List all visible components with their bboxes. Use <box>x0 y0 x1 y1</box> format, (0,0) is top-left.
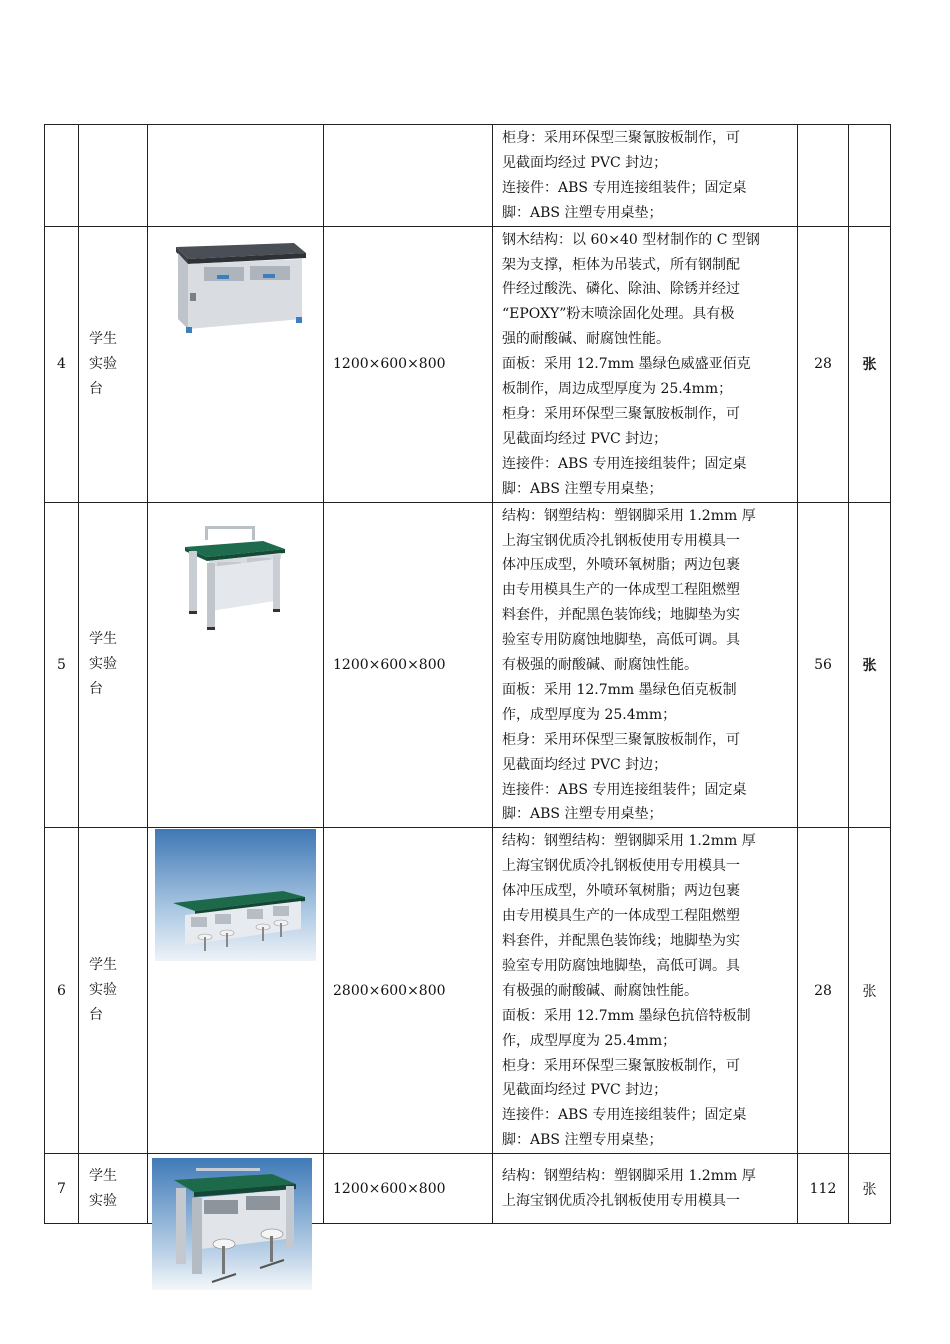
description-line: 有极强的耐酸碱、耐腐蚀性能。 <box>502 982 698 999</box>
item-name-line: 实验 <box>89 1192 117 1209</box>
description-line: 连接件：ABS 专用连接组装件；固定桌 <box>502 781 747 798</box>
gray-cabinet-bench-image <box>162 233 310 345</box>
description-line: 料套件，并配黑色装饰线；地脚垫为实 <box>502 607 740 624</box>
quantity-cell: 28 <box>798 828 849 1154</box>
description-line: 结构：钢塑结构：塑钢脚采用 1.2mm 厚 <box>502 833 756 850</box>
description-line: 架为支撑，柜体为吊装式，所有钢制配 <box>502 256 740 273</box>
description-line: 料套件，并配黑色装饰线；地脚垫为实 <box>502 933 740 949</box>
quantity-cell: 28 <box>798 226 849 502</box>
item-name-line: 台 <box>89 681 103 698</box>
row-number-cell: 4 <box>45 226 79 502</box>
quantity-cell <box>798 125 849 227</box>
row-number-cell <box>45 125 79 227</box>
description-line: 柜身：采用环保型三聚氰胺板制作，可 <box>502 731 740 748</box>
product-image-cell <box>148 1154 324 1224</box>
row-number-cell: 7 <box>45 1154 79 1224</box>
item-name-cell <box>79 125 148 227</box>
item-name-cell <box>79 1154 148 1224</box>
description-line: 板制作，周边成型厚度为 25.4mm； <box>502 381 733 398</box>
description-line: 作，成型厚度为 25.4mm； <box>502 1032 677 1049</box>
description-line: 见截面均经过 PVC 封边； <box>502 1082 668 1099</box>
unit-cell: 张 <box>849 502 891 828</box>
description-cell <box>493 226 798 502</box>
item-name-line: 实验 <box>89 982 117 999</box>
description-cell <box>493 502 798 828</box>
description-line: 连接件：ABS 专用连接组装件；固定桌 <box>502 179 747 196</box>
description-line: 结构：钢塑结构：塑钢脚采用 1.2mm 厚 <box>502 1168 756 1185</box>
description-line: 脚：ABS 注塑专用桌垫； <box>502 204 663 221</box>
item-name-line: 台 <box>89 1007 103 1024</box>
green-top-bench-image <box>181 523 291 631</box>
description-line: 柜身：采用环保型三聚氰胺板制作，可 <box>502 130 740 146</box>
table-row <box>45 226 891 502</box>
description-line: 验室专用防腐蚀地脚垫，高低可调。具 <box>502 957 740 974</box>
quantity-cell: 56 <box>798 502 849 828</box>
dimensions-cell: 1200×600×800 <box>324 1154 493 1224</box>
description-line: 连接件：ABS 专用连接组装件；固定桌 <box>502 1107 747 1124</box>
table-row <box>45 828 891 1154</box>
table-row <box>45 502 891 828</box>
unit-cell: 张 <box>849 1154 891 1224</box>
table-row <box>45 125 891 227</box>
item-name-cell <box>79 502 148 828</box>
description-line: 钢木结构：以 60×40 型材制作的 C 型钢 <box>502 231 760 248</box>
description-line: 有极强的耐酸碱、耐腐蚀性能。 <box>502 657 698 674</box>
description-line: 体冲压成型，外喷环氧树脂；两边包裹 <box>502 557 740 574</box>
description-line: 见截面均经过 PVC 封边； <box>502 430 668 447</box>
description-line: 脚：ABS 注塑专用桌垫； <box>502 1132 663 1149</box>
bench-with-two-stools-image <box>152 1158 312 1290</box>
item-name-line: 学生 <box>89 330 117 347</box>
item-name-line: 实验 <box>89 355 117 372</box>
product-image-cell <box>148 502 324 828</box>
description-line: 面板：采用 12.7mm 墨绿色抗倍特板制 <box>502 1007 751 1024</box>
description-line: 作，成型厚度为 25.4mm； <box>502 706 677 723</box>
unit-cell <box>849 125 891 227</box>
description-line: 由专用模具生产的一体成型工程阻燃塑 <box>502 908 740 925</box>
quantity-cell: 112 <box>798 1154 849 1224</box>
item-name-line: 台 <box>89 380 103 397</box>
unit-cell: 张 <box>849 828 891 1154</box>
description-line: 面板：采用 12.7mm 墨绿色佰克板制 <box>502 681 737 698</box>
product-image-cell <box>148 226 324 502</box>
description-cell <box>493 828 798 1154</box>
description-line: 见截面均经过 PVC 封边； <box>502 756 668 773</box>
description-line: 脚：ABS 注塑专用桌垫； <box>502 480 663 497</box>
description-line: 见截面均经过 PVC 封边； <box>502 154 668 171</box>
item-name-line: 实验 <box>89 656 117 673</box>
item-name-line: 学生 <box>89 957 117 974</box>
row-number-cell: 5 <box>45 502 79 828</box>
unit-cell: 张 <box>849 226 891 502</box>
description-cell <box>493 1154 798 1224</box>
dimensions-cell: 1200×600×800 <box>324 226 493 502</box>
description-line: 由专用模具生产的一体成型工程阻燃塑 <box>502 582 740 599</box>
dimensions-cell: 2800×600×800 <box>324 828 493 1154</box>
description-line: 上海宝钢优质冷扎钢板使用专用模具一 <box>502 1193 740 1210</box>
description-line: 结构：钢塑结构：塑钢脚采用 1.2mm 厚 <box>502 507 756 524</box>
description-line: 验室专用防腐蚀地脚垫，高低可调。具 <box>502 632 740 649</box>
item-name-line: 学生 <box>89 631 117 648</box>
dimensions-cell: 1200×600×800 <box>324 502 493 828</box>
equipment-spec-table <box>44 124 891 1224</box>
description-line: 柜身：采用环保型三聚氰胺板制作，可 <box>502 1057 740 1074</box>
description-line: “EPOXY”粉末喷涂固化处理。具有极 <box>502 306 735 323</box>
description-line: 脚：ABS 注塑专用桌垫； <box>502 806 663 823</box>
item-name-cell <box>79 226 148 502</box>
dimensions-cell <box>324 125 493 227</box>
long-bench-with-stools-image <box>155 829 316 961</box>
description-cell <box>493 125 798 227</box>
description-line: 强的耐酸碱、耐腐蚀性能。 <box>502 331 670 348</box>
product-image-cell <box>148 125 324 227</box>
description-line: 体冲压成型，外喷环氧树脂；两边包裹 <box>502 883 740 900</box>
description-line: 柜身：采用环保型三聚氰胺板制作，可 <box>502 405 740 422</box>
row-number-cell: 6 <box>45 828 79 1154</box>
description-line: 件经过酸洗、磷化、除油、除锈并经过 <box>502 281 740 298</box>
description-line: 上海宝钢优质冷扎钢板使用专用模具一 <box>502 532 740 549</box>
product-image-cell <box>148 828 324 1154</box>
item-name-line: 学生 <box>89 1167 117 1184</box>
item-name-cell <box>79 828 148 1154</box>
description-line: 连接件：ABS 专用连接组装件；固定桌 <box>502 455 747 472</box>
table-row <box>45 1154 891 1224</box>
description-line: 上海宝钢优质冷扎钢板使用专用模具一 <box>502 858 740 875</box>
description-line: 面板：采用 12.7mm 墨绿色威盛亚佰克 <box>502 356 751 373</box>
